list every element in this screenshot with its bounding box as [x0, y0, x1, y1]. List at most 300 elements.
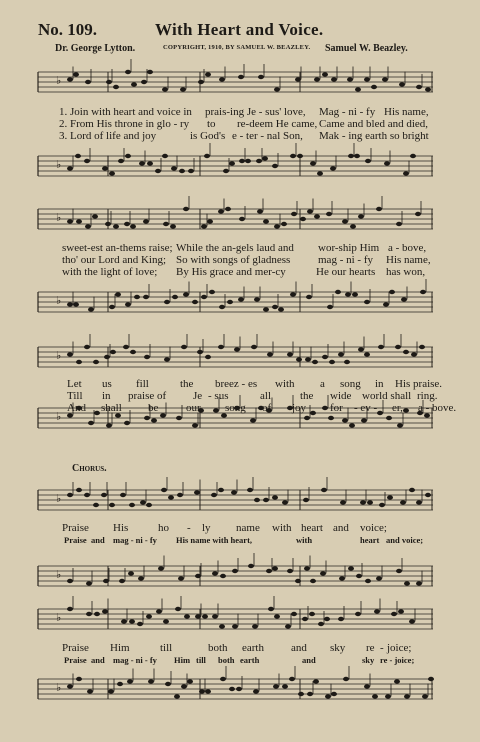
notehead: [75, 154, 81, 158]
notehead: [325, 694, 331, 698]
lyric: song: [225, 402, 246, 414]
notehead: [102, 609, 108, 613]
lyric: and: [91, 655, 105, 665]
flat-sign: ♭: [56, 74, 62, 87]
notehead: [183, 207, 189, 211]
notehead: [180, 87, 186, 91]
notehead: [356, 574, 362, 578]
lyric: and: [302, 655, 316, 665]
lyric: the: [300, 390, 314, 402]
lyric: till: [196, 655, 206, 665]
notehead: [195, 614, 201, 618]
notehead: [146, 503, 152, 507]
notehead: [171, 166, 177, 170]
notehead: [85, 80, 91, 84]
notehead: [376, 576, 382, 580]
notehead: [327, 305, 333, 309]
notehead: [218, 209, 224, 213]
lyric: His: [113, 522, 129, 534]
notehead: [88, 307, 94, 311]
notehead: [115, 292, 121, 296]
notehead: [278, 307, 284, 311]
notehead: [338, 617, 344, 621]
notehead: [232, 624, 238, 628]
notehead: [218, 488, 224, 492]
lyric: voice;: [360, 522, 387, 534]
notehead: [371, 85, 377, 89]
notehead: [176, 416, 182, 420]
lyric: all: [260, 390, 271, 402]
chorus-2-treble-staff: [0, 603, 480, 643]
notehead: [174, 694, 180, 698]
lyric: joice;: [387, 642, 412, 654]
notehead: [314, 77, 320, 81]
notehead: [340, 500, 346, 504]
notehead: [318, 622, 324, 626]
hymn-title: With Heart and Voice.: [155, 20, 324, 39]
notehead: [343, 677, 349, 681]
notehead: [376, 207, 382, 211]
lyric: with: [272, 522, 292, 534]
notehead: [364, 300, 370, 304]
notehead: [310, 411, 316, 415]
chorus-1-bass-staff: [0, 560, 480, 600]
notehead: [110, 350, 116, 354]
notehead: [320, 571, 326, 575]
notehead: [158, 566, 164, 570]
system-2-bass-staff: [0, 286, 480, 326]
lyric: He our hearts: [316, 266, 376, 278]
notehead: [397, 423, 403, 427]
lyric: Praise: [64, 655, 87, 665]
lyric: While the an-gels laud and: [176, 242, 294, 254]
notehead: [236, 687, 242, 691]
notehead: [67, 77, 73, 81]
notehead: [339, 576, 345, 580]
lyric: for: [330, 402, 343, 414]
notehead: [201, 224, 207, 228]
notehead: [253, 689, 259, 693]
notehead: [164, 300, 170, 304]
notehead: [252, 624, 258, 628]
notehead: [181, 345, 187, 349]
lyric: ho: [158, 522, 169, 534]
notehead: [379, 503, 385, 507]
notehead: [184, 614, 190, 618]
notehead: [170, 224, 176, 228]
lyric: in: [375, 378, 384, 390]
notehead: [103, 579, 109, 583]
notehead: [76, 488, 82, 492]
lyric: 1. Join with heart and voice in: [59, 106, 192, 118]
notehead: [131, 82, 137, 86]
notehead: [130, 350, 136, 354]
notehead: [211, 493, 217, 497]
lyric: - sus: [208, 390, 229, 402]
notehead: [188, 169, 194, 173]
notehead: [162, 154, 168, 158]
notehead: [117, 682, 123, 686]
notehead: [304, 566, 310, 570]
notehead: [175, 607, 181, 611]
notehead: [326, 212, 332, 216]
notehead: [231, 490, 237, 494]
notehead: [250, 418, 256, 422]
lyric: His name with heart,: [176, 535, 253, 545]
notehead: [391, 612, 397, 616]
notehead: [108, 689, 114, 693]
notehead: [141, 80, 147, 84]
lyric: both: [218, 655, 235, 665]
notehead: [348, 566, 354, 570]
lyric: mag - ni - fy: [318, 254, 373, 266]
notehead: [335, 290, 341, 294]
notehead: [238, 297, 244, 301]
notehead: [307, 209, 313, 213]
lyric: both: [208, 642, 228, 654]
notehead: [328, 416, 334, 420]
notehead: [229, 687, 235, 691]
lyric: with: [275, 378, 295, 390]
notehead: [331, 692, 337, 696]
notehead: [258, 75, 264, 79]
lyric: Let: [67, 378, 82, 390]
notehead: [163, 619, 169, 623]
notehead: [67, 352, 73, 356]
lyric: heart: [360, 535, 380, 545]
notehead: [87, 689, 93, 693]
notehead: [109, 503, 115, 507]
notehead: [120, 493, 126, 497]
notehead: [67, 166, 73, 170]
notehead: [274, 614, 280, 618]
notehead: [309, 612, 315, 616]
flat-sign: ♭: [56, 211, 62, 224]
notehead: [395, 345, 401, 349]
notehead: [403, 350, 409, 354]
notehead: [205, 72, 211, 76]
notehead: [400, 500, 406, 504]
notehead: [248, 564, 254, 568]
lyric: has won,: [386, 266, 426, 278]
notehead: [130, 224, 136, 228]
notehead: [254, 498, 260, 502]
lyric: and: [333, 522, 349, 534]
notehead: [267, 352, 273, 356]
notehead: [398, 609, 404, 613]
notehead: [410, 154, 416, 158]
lyric: His name,: [386, 254, 431, 266]
system-1-treble-staff: [0, 66, 480, 106]
notehead: [409, 488, 415, 492]
notehead: [344, 360, 350, 364]
notehead: [143, 295, 149, 299]
notehead: [124, 421, 130, 425]
notehead: [377, 411, 383, 415]
notehead: [146, 614, 152, 618]
notehead: [225, 207, 231, 211]
system-1-bass-staff: [0, 150, 480, 190]
notehead: [289, 677, 295, 681]
notehead: [109, 171, 115, 175]
lyric: Mak - ing earth so bright: [319, 130, 429, 142]
notehead: [262, 156, 268, 160]
flat-sign: ♭: [56, 681, 62, 694]
notehead: [422, 694, 428, 698]
notehead: [338, 352, 344, 356]
notehead: [125, 70, 131, 74]
notehead: [204, 154, 210, 158]
notehead: [124, 222, 130, 226]
notehead: [93, 360, 99, 364]
lyric: world shall: [362, 390, 412, 402]
lyric: and: [91, 535, 105, 545]
notehead: [102, 166, 108, 170]
notehead: [416, 85, 422, 89]
notehead: [227, 300, 233, 304]
lyric: to: [207, 118, 216, 130]
flat-sign: ♭: [56, 294, 62, 307]
chorus-2-bass-staff: [0, 673, 480, 713]
lyric: and voice;: [386, 535, 424, 545]
notehead: [199, 689, 205, 693]
notehead: [416, 500, 422, 504]
notehead: [291, 212, 297, 216]
notehead: [219, 624, 225, 628]
notehead: [181, 684, 187, 688]
lyric: His praise.: [395, 378, 443, 390]
notehead: [218, 345, 224, 349]
notehead: [387, 495, 393, 499]
lyric: our: [186, 402, 201, 414]
flat-sign: ♭: [56, 410, 62, 423]
notehead: [84, 493, 90, 497]
notehead: [287, 352, 293, 356]
notehead: [147, 70, 153, 74]
notehead: [268, 607, 274, 611]
notehead: [144, 355, 150, 359]
notehead: [310, 161, 316, 165]
notehead: [273, 684, 279, 688]
lyric: -: [187, 522, 191, 534]
notehead: [144, 416, 150, 420]
notehead: [256, 159, 262, 163]
notehead: [350, 224, 356, 228]
notehead: [164, 357, 170, 361]
notehead: [128, 571, 134, 575]
notehead: [67, 607, 73, 611]
notehead: [192, 300, 198, 304]
notehead: [374, 609, 380, 613]
notehead: [419, 345, 425, 349]
notehead: [404, 581, 410, 585]
notehead: [342, 418, 348, 422]
notehead: [239, 217, 245, 221]
notehead: [67, 493, 73, 497]
notehead: [300, 217, 306, 221]
notehead: [317, 171, 323, 175]
lyric: wor-ship Him: [318, 242, 380, 254]
notehead: [219, 305, 225, 309]
notehead: [201, 295, 207, 299]
notehead: [305, 357, 311, 361]
lyric: song: [340, 378, 361, 390]
lyric: is God's: [190, 130, 226, 142]
lyric: His name,: [384, 106, 429, 118]
notehead: [303, 498, 309, 502]
lyric: a - bove.: [418, 402, 457, 414]
notehead: [76, 360, 82, 364]
copyright-notice: COPYRIGHT, 1910, BY SAMUEL W. BEAZLEY.: [163, 44, 311, 51]
notehead: [322, 355, 328, 359]
notehead: [312, 360, 318, 364]
notehead: [331, 77, 337, 81]
notehead: [113, 224, 119, 228]
notehead: [106, 80, 112, 84]
notehead: [73, 302, 79, 306]
notehead: [382, 77, 388, 81]
notehead: [360, 500, 366, 504]
notehead: [285, 624, 291, 628]
notehead: [134, 295, 140, 299]
notehead: [365, 579, 371, 583]
notehead: [123, 345, 129, 349]
notehead: [106, 423, 112, 427]
lyric: and: [291, 642, 307, 654]
notehead: [349, 423, 355, 427]
system-3-treble-staff: [0, 341, 480, 381]
notehead: [272, 164, 278, 168]
notehead: [88, 421, 94, 425]
notehead: [147, 161, 153, 165]
notehead: [220, 677, 226, 681]
notehead: [384, 161, 390, 165]
notehead: [411, 352, 417, 356]
lyric: sky: [362, 655, 375, 665]
notehead: [212, 614, 218, 618]
notehead: [143, 219, 149, 223]
notehead: [168, 495, 174, 499]
lyric: earth: [242, 642, 264, 654]
notehead: [127, 679, 133, 683]
notehead: [84, 345, 90, 349]
lyric: - ev -: [354, 402, 378, 414]
lyric: with: [296, 535, 313, 545]
notehead: [295, 77, 301, 81]
lyric: us: [102, 378, 112, 390]
notehead: [266, 569, 272, 573]
notehead: [310, 579, 316, 583]
lyric: fill: [136, 378, 149, 390]
lyric: -: [380, 642, 384, 654]
notehead: [322, 406, 328, 410]
notehead: [129, 619, 135, 623]
lyric: And: [67, 402, 86, 414]
lyric: er,: [392, 402, 403, 414]
notehead: [163, 222, 169, 226]
notehead: [352, 292, 358, 296]
notehead: [198, 80, 204, 84]
lyric: of: [262, 402, 272, 414]
notehead: [94, 612, 100, 616]
lyric: in: [102, 390, 111, 402]
lyric: ring.: [417, 390, 438, 402]
notehead: [247, 488, 253, 492]
notehead: [302, 617, 308, 621]
notehead: [67, 579, 73, 583]
notehead: [330, 166, 336, 170]
notehead: [314, 214, 320, 218]
notehead: [290, 154, 296, 158]
notehead: [155, 169, 161, 173]
notehead: [401, 297, 407, 301]
notehead: [342, 219, 348, 223]
notehead: [347, 77, 353, 81]
notehead: [329, 360, 335, 364]
composer: Samuel W. Beazley.: [325, 43, 408, 54]
notehead: [386, 416, 392, 420]
notehead: [161, 488, 167, 492]
notehead: [416, 581, 422, 585]
notehead: [101, 493, 107, 497]
lyric: with the light of love;: [62, 266, 158, 278]
notehead: [272, 495, 278, 499]
lyric: the: [180, 378, 194, 390]
notehead: [94, 411, 100, 415]
flat-sign: ♭: [56, 349, 62, 362]
lyric: tho' our Lord and King;: [62, 254, 167, 266]
notehead: [272, 305, 278, 309]
notehead: [263, 307, 269, 311]
notehead: [372, 694, 378, 698]
lyric: Praise: [62, 522, 89, 534]
notehead: [425, 87, 431, 91]
lyric: a - bove,: [388, 242, 427, 254]
notehead: [86, 581, 92, 585]
notehead: [403, 408, 409, 412]
notehead: [194, 490, 200, 494]
lyric: joy: [292, 402, 307, 414]
notehead: [420, 290, 426, 294]
lyric: 3. Lord of life and joy: [59, 130, 157, 142]
notehead: [197, 350, 203, 354]
notehead: [298, 692, 304, 696]
notehead: [202, 614, 208, 618]
notehead: [205, 355, 211, 359]
notehead: [245, 159, 251, 163]
lyric: wide: [330, 390, 352, 402]
notehead: [394, 679, 400, 683]
flat-sign: ♭: [56, 158, 62, 171]
notehead: [385, 694, 391, 698]
notehead: [138, 576, 144, 580]
lyric: Mag - ni - fy: [319, 106, 376, 118]
notehead: [119, 579, 125, 583]
notehead: [324, 617, 330, 621]
notehead: [348, 154, 354, 158]
notehead: [76, 677, 82, 681]
notehead: [272, 566, 278, 570]
lyric: a: [320, 378, 325, 390]
notehead: [396, 222, 402, 226]
lyric: ly: [202, 522, 211, 534]
notehead: [355, 612, 361, 616]
notehead: [73, 72, 79, 76]
lyric: re-deem He came,: [237, 118, 318, 130]
notehead: [425, 493, 431, 497]
notehead: [354, 154, 360, 158]
lyric: Praise: [62, 642, 89, 654]
